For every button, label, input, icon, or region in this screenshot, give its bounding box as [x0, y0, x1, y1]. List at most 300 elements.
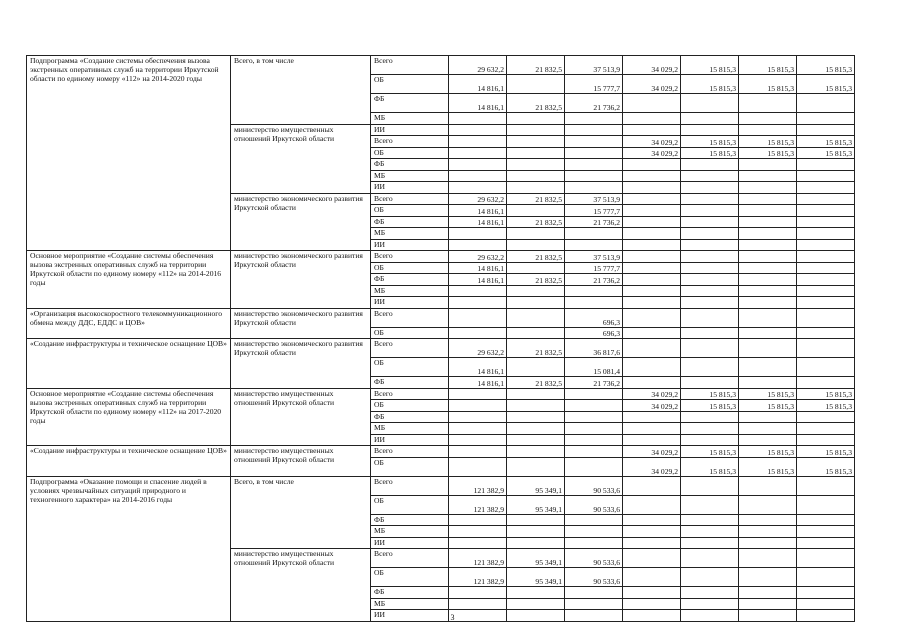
amount-cell [797, 124, 855, 136]
amount-cell [681, 411, 739, 423]
amount-cell [565, 388, 623, 400]
amount-cell [681, 423, 739, 435]
amount-cell: 15 815,3 [681, 457, 739, 476]
amount-cell: 37 513,9 [565, 193, 623, 205]
amount-cell [681, 526, 739, 538]
amount-cell [739, 537, 797, 549]
funding-table-body [27, 56, 855, 622]
amount-cell: 34 029,2 [623, 457, 681, 476]
amount-cell: 15 815,3 [681, 136, 739, 148]
amount-cell [681, 274, 739, 286]
amount-cell: 95 349,1 [507, 495, 565, 514]
amount-cell [507, 400, 565, 412]
amount-cell [797, 297, 855, 309]
amount-cell [797, 94, 855, 113]
amount-cell: 14 816,1 [449, 94, 507, 113]
amount-cell [449, 239, 507, 251]
amount-cell [623, 434, 681, 446]
amount-cell [797, 274, 855, 286]
amount-cell: 90 533,6 [565, 549, 623, 568]
program-name-cell: «Организация высокоскоростного телекоммуникационного обмена между ДДС, ЕДДС и ЦОВ» [27, 308, 231, 339]
table-row [27, 56, 855, 75]
amount-cell [449, 388, 507, 400]
table-row [27, 308, 855, 327]
funding-source-cell: Всего [371, 136, 449, 148]
amount-cell [623, 514, 681, 526]
amount-cell [507, 434, 565, 446]
amount-cell: 34 029,2 [623, 388, 681, 400]
amount-cell [449, 170, 507, 182]
program-name-cell: «Создание инфраструктуры и техническое оснащение ЦОВ» [27, 339, 231, 389]
amount-cell [507, 457, 565, 476]
amount-cell [797, 549, 855, 568]
amount-cell [797, 358, 855, 377]
amount-cell: 37 513,9 [565, 251, 623, 263]
amount-cell: 14 816,1 [449, 216, 507, 228]
amount-cell [623, 159, 681, 171]
funding-source-cell: МБ [371, 113, 449, 125]
executor-cell: министерство экономического развития Иркутской области [231, 308, 371, 339]
amount-cell [507, 239, 565, 251]
funding-source-cell: ОБ [371, 568, 449, 587]
amount-cell: 34 029,2 [623, 136, 681, 148]
amount-cell: 15 815,3 [797, 147, 855, 159]
amount-cell: 15 815,3 [681, 388, 739, 400]
amount-cell [739, 262, 797, 274]
funding-source-cell: ИИ [371, 434, 449, 446]
amount-cell: 14 816,1 [449, 205, 507, 217]
amount-cell [565, 228, 623, 240]
amount-cell: 36 817,6 [565, 339, 623, 358]
amount-cell: 34 029,2 [623, 400, 681, 412]
amount-cell [797, 568, 855, 587]
amount-cell: 15 815,3 [797, 56, 855, 75]
amount-cell [681, 327, 739, 339]
amount-cell [797, 228, 855, 240]
funding-source-cell: ИИ [371, 124, 449, 136]
amount-cell [507, 159, 565, 171]
amount-cell: 121 382,9 [449, 568, 507, 587]
amount-cell [739, 285, 797, 297]
amount-cell [797, 587, 855, 599]
amount-cell [623, 274, 681, 286]
amount-cell: 90 533,6 [565, 568, 623, 587]
amount-cell [507, 147, 565, 159]
amount-cell: 34 029,2 [623, 75, 681, 94]
amount-cell [565, 434, 623, 446]
amount-cell [797, 377, 855, 389]
table-row [27, 446, 855, 458]
amount-cell [507, 598, 565, 610]
amount-cell [739, 170, 797, 182]
amount-cell [681, 159, 739, 171]
funding-source-cell: Всего [371, 251, 449, 263]
amount-cell: 15 777,7 [565, 262, 623, 274]
amount-cell [565, 297, 623, 309]
amount-cell [623, 251, 681, 263]
program-name-cell: «Создание инфраструктуры и техническое оснащение ЦОВ» [27, 446, 231, 477]
executor-cell: Всего, в том числе [231, 476, 371, 549]
amount-cell [681, 205, 739, 217]
funding-source-cell: МБ [371, 228, 449, 240]
amount-cell [681, 124, 739, 136]
amount-cell [623, 193, 681, 205]
funding-source-cell: Всего [371, 446, 449, 458]
funding-source-cell: Всего [371, 388, 449, 400]
funding-source-cell: ФБ [371, 587, 449, 599]
amount-cell [797, 285, 855, 297]
amount-cell [739, 434, 797, 446]
amount-cell [449, 147, 507, 159]
amount-cell [449, 124, 507, 136]
amount-cell [681, 549, 739, 568]
amount-cell: 15 815,3 [681, 75, 739, 94]
amount-cell [623, 476, 681, 495]
amount-cell [565, 446, 623, 458]
executor-cell: министерство имущественных отношений Иркутской области [231, 446, 371, 477]
funding-source-cell: ФБ [371, 377, 449, 389]
amount-cell [565, 285, 623, 297]
amount-cell [739, 568, 797, 587]
funding-source-cell: Всего [371, 193, 449, 205]
amount-cell [623, 411, 681, 423]
amount-cell [797, 495, 855, 514]
amount-cell [507, 327, 565, 339]
amount-cell [623, 94, 681, 113]
amount-cell [449, 159, 507, 171]
amount-cell [565, 411, 623, 423]
amount-cell [565, 598, 623, 610]
amount-cell: 121 382,9 [449, 549, 507, 568]
executor-cell: министерство экономического развития Иркутской области [231, 251, 371, 309]
amount-cell [739, 358, 797, 377]
amount-cell [739, 423, 797, 435]
amount-cell [623, 526, 681, 538]
amount-cell [797, 216, 855, 228]
amount-cell [797, 476, 855, 495]
amount-cell [565, 400, 623, 412]
funding-source-cell: ОБ [371, 358, 449, 377]
amount-cell [739, 113, 797, 125]
amount-cell [565, 136, 623, 148]
amount-cell [623, 598, 681, 610]
amount-cell: 15 815,3 [739, 457, 797, 476]
amount-cell: 21 736,2 [565, 274, 623, 286]
amount-cell [681, 587, 739, 599]
amount-cell [449, 457, 507, 476]
amount-cell [739, 308, 797, 327]
amount-cell: 21 736,2 [565, 377, 623, 389]
amount-cell [739, 228, 797, 240]
amount-cell [681, 339, 739, 358]
amount-cell [507, 75, 565, 94]
amount-cell [449, 182, 507, 194]
amount-cell [449, 411, 507, 423]
amount-cell [681, 434, 739, 446]
amount-cell: 21 832,5 [507, 193, 565, 205]
amount-cell [739, 476, 797, 495]
amount-cell [449, 136, 507, 148]
amount-cell: 121 382,9 [449, 476, 507, 495]
funding-source-cell: ФБ [371, 216, 449, 228]
amount-cell [565, 587, 623, 599]
amount-cell: 15 815,3 [739, 136, 797, 148]
amount-cell: 90 533,6 [565, 476, 623, 495]
amount-cell [681, 537, 739, 549]
amount-cell: 121 382,9 [449, 495, 507, 514]
amount-cell [449, 587, 507, 599]
amount-cell [623, 587, 681, 599]
amount-cell [507, 587, 565, 599]
amount-cell [797, 170, 855, 182]
amount-cell [623, 124, 681, 136]
program-name-cell: Подпрограмма «Оказание помощи и спасение людей в условиях чрезвычайных ситуаций природного и техногенного характера» на 2014-2016 годы [27, 476, 231, 621]
amount-cell [623, 549, 681, 568]
amount-cell: 21 832,5 [507, 274, 565, 286]
amount-cell [623, 262, 681, 274]
amount-cell [623, 170, 681, 182]
amount-cell [623, 297, 681, 309]
funding-source-cell: ФБ [371, 411, 449, 423]
funding-source-cell: ОБ [371, 327, 449, 339]
amount-cell: 37 513,9 [565, 56, 623, 75]
amount-cell: 14 816,1 [449, 75, 507, 94]
amount-cell [797, 262, 855, 274]
amount-cell [739, 587, 797, 599]
amount-cell [739, 339, 797, 358]
amount-cell [507, 182, 565, 194]
amount-cell [797, 159, 855, 171]
amount-cell [449, 434, 507, 446]
funding-table [26, 55, 855, 622]
amount-cell [797, 411, 855, 423]
amount-cell: 34 029,2 [623, 147, 681, 159]
amount-cell [681, 358, 739, 377]
amount-cell: 696,3 [565, 327, 623, 339]
funding-source-cell: МБ [371, 285, 449, 297]
amount-cell [623, 308, 681, 327]
amount-cell [623, 568, 681, 587]
program-name-cell: Основное мероприятие «Создание системы обеспечения вызова экстренных оперативных служб на территории Иркутской области по единому номеру «112» на 2017-2020 годы [27, 388, 231, 446]
amount-cell [681, 170, 739, 182]
executor-cell: Всего, в том числе [231, 56, 371, 125]
amount-cell [565, 113, 623, 125]
amount-cell [623, 358, 681, 377]
amount-cell [797, 434, 855, 446]
amount-cell [739, 526, 797, 538]
amount-cell: 15 815,3 [739, 147, 797, 159]
amount-cell [797, 239, 855, 251]
amount-cell [507, 228, 565, 240]
amount-cell [739, 205, 797, 217]
amount-cell [681, 228, 739, 240]
amount-cell [797, 182, 855, 194]
table-row [27, 251, 855, 263]
amount-cell [739, 411, 797, 423]
amount-cell: 15 815,3 [739, 75, 797, 94]
amount-cell [449, 514, 507, 526]
amount-cell: 21 832,5 [507, 339, 565, 358]
amount-cell [449, 285, 507, 297]
amount-cell: 15 815,3 [797, 400, 855, 412]
funding-source-cell: ИИ [371, 537, 449, 549]
funding-source-cell: Всего [371, 339, 449, 358]
funding-source-cell: МБ [371, 170, 449, 182]
amount-cell: 696,3 [565, 308, 623, 327]
amount-cell [739, 549, 797, 568]
amount-cell: 29 632,2 [449, 251, 507, 263]
amount-cell [507, 113, 565, 125]
amount-cell [565, 159, 623, 171]
amount-cell [507, 124, 565, 136]
amount-cell [681, 251, 739, 263]
amount-cell [507, 537, 565, 549]
funding-source-cell: ОБ [371, 205, 449, 217]
amount-cell: 15 815,3 [797, 136, 855, 148]
amount-cell [681, 94, 739, 113]
amount-cell [623, 537, 681, 549]
amount-cell [449, 297, 507, 309]
amount-cell [681, 193, 739, 205]
amount-cell [797, 193, 855, 205]
amount-cell [681, 182, 739, 194]
amount-cell [623, 113, 681, 125]
amount-cell: 95 349,1 [507, 549, 565, 568]
amount-cell: 15 815,3 [739, 446, 797, 458]
amount-cell: 15 815,3 [797, 457, 855, 476]
amount-cell [739, 182, 797, 194]
amount-cell [739, 193, 797, 205]
amount-cell: 14 816,1 [449, 377, 507, 389]
amount-cell: 14 816,1 [449, 358, 507, 377]
funding-source-cell: ФБ [371, 514, 449, 526]
funding-source-cell: ИИ [371, 297, 449, 309]
amount-cell [565, 239, 623, 251]
amount-cell [739, 514, 797, 526]
amount-cell [507, 297, 565, 309]
amount-cell: 15 815,3 [797, 388, 855, 400]
amount-cell [449, 537, 507, 549]
funding-source-cell: МБ [371, 526, 449, 538]
amount-cell [797, 598, 855, 610]
amount-cell [797, 537, 855, 549]
amount-cell [797, 327, 855, 339]
amount-cell [449, 446, 507, 458]
amount-cell: 15 815,3 [797, 446, 855, 458]
amount-cell [507, 358, 565, 377]
amount-cell: 15 815,3 [739, 388, 797, 400]
funding-source-cell: ОБ [371, 457, 449, 476]
table-row [27, 476, 855, 495]
amount-cell [449, 400, 507, 412]
amount-cell [681, 598, 739, 610]
amount-cell [565, 457, 623, 476]
funding-source-cell: ОБ [371, 147, 449, 159]
amount-cell [449, 308, 507, 327]
amount-cell [507, 411, 565, 423]
amount-cell: 14 816,1 [449, 262, 507, 274]
amount-cell [681, 476, 739, 495]
amount-cell [623, 239, 681, 251]
page-number: 3 [450, 613, 455, 622]
amount-cell [565, 147, 623, 159]
amount-cell: 95 349,1 [507, 568, 565, 587]
amount-cell [739, 327, 797, 339]
amount-cell [739, 216, 797, 228]
funding-source-cell: Всего [371, 476, 449, 495]
funding-source-cell: ОБ [371, 400, 449, 412]
amount-cell [681, 216, 739, 228]
amount-cell [623, 339, 681, 358]
amount-cell [623, 327, 681, 339]
amount-cell [449, 228, 507, 240]
amount-cell: 29 632,2 [449, 193, 507, 205]
amount-cell [739, 495, 797, 514]
amount-cell: 21 736,2 [565, 216, 623, 228]
amount-cell [739, 159, 797, 171]
amount-cell [681, 495, 739, 514]
funding-source-cell: ИИ [371, 239, 449, 251]
executor-cell: министерство имущественных отношений Иркутской области [231, 388, 371, 446]
amount-cell [449, 327, 507, 339]
amount-cell: 15 815,3 [797, 75, 855, 94]
amount-cell: 29 632,2 [449, 56, 507, 75]
amount-cell: 15 815,3 [739, 56, 797, 75]
amount-cell [739, 598, 797, 610]
amount-cell [623, 495, 681, 514]
amount-cell [681, 285, 739, 297]
amount-cell: 34 029,2 [623, 56, 681, 75]
amount-cell [507, 136, 565, 148]
funding-source-cell: ИИ [371, 610, 449, 622]
amount-cell: 21 832,5 [507, 94, 565, 113]
amount-cell [565, 170, 623, 182]
amount-cell: 34 029,2 [623, 446, 681, 458]
amount-cell [797, 514, 855, 526]
amount-cell [565, 124, 623, 136]
amount-cell [681, 377, 739, 389]
executor-cell: министерство экономического развития Иркутской области [231, 193, 371, 251]
amount-cell [739, 239, 797, 251]
amount-cell [507, 526, 565, 538]
amount-cell [797, 251, 855, 263]
amount-cell [623, 182, 681, 194]
amount-cell [449, 598, 507, 610]
amount-cell: 15 815,3 [739, 400, 797, 412]
amount-cell [681, 239, 739, 251]
amount-cell: 21 832,5 [507, 377, 565, 389]
funding-source-cell: ФБ [371, 159, 449, 171]
funding-source-cell: ОБ [371, 495, 449, 514]
amount-cell [739, 274, 797, 286]
amount-cell [449, 113, 507, 125]
amount-cell: 15 815,3 [681, 446, 739, 458]
amount-cell [507, 205, 565, 217]
executor-cell: министерство имущественных отношений Иркутской области [231, 124, 371, 193]
amount-cell [797, 339, 855, 358]
amount-cell [623, 377, 681, 389]
funding-source-cell: МБ [371, 598, 449, 610]
amount-cell [681, 308, 739, 327]
amount-cell [739, 297, 797, 309]
amount-cell [739, 377, 797, 389]
amount-cell: 15 815,3 [681, 147, 739, 159]
amount-cell: 21 832,5 [507, 216, 565, 228]
funding-source-cell: ОБ [371, 262, 449, 274]
amount-cell [681, 514, 739, 526]
amount-cell [681, 113, 739, 125]
funding-source-cell: МБ [371, 423, 449, 435]
